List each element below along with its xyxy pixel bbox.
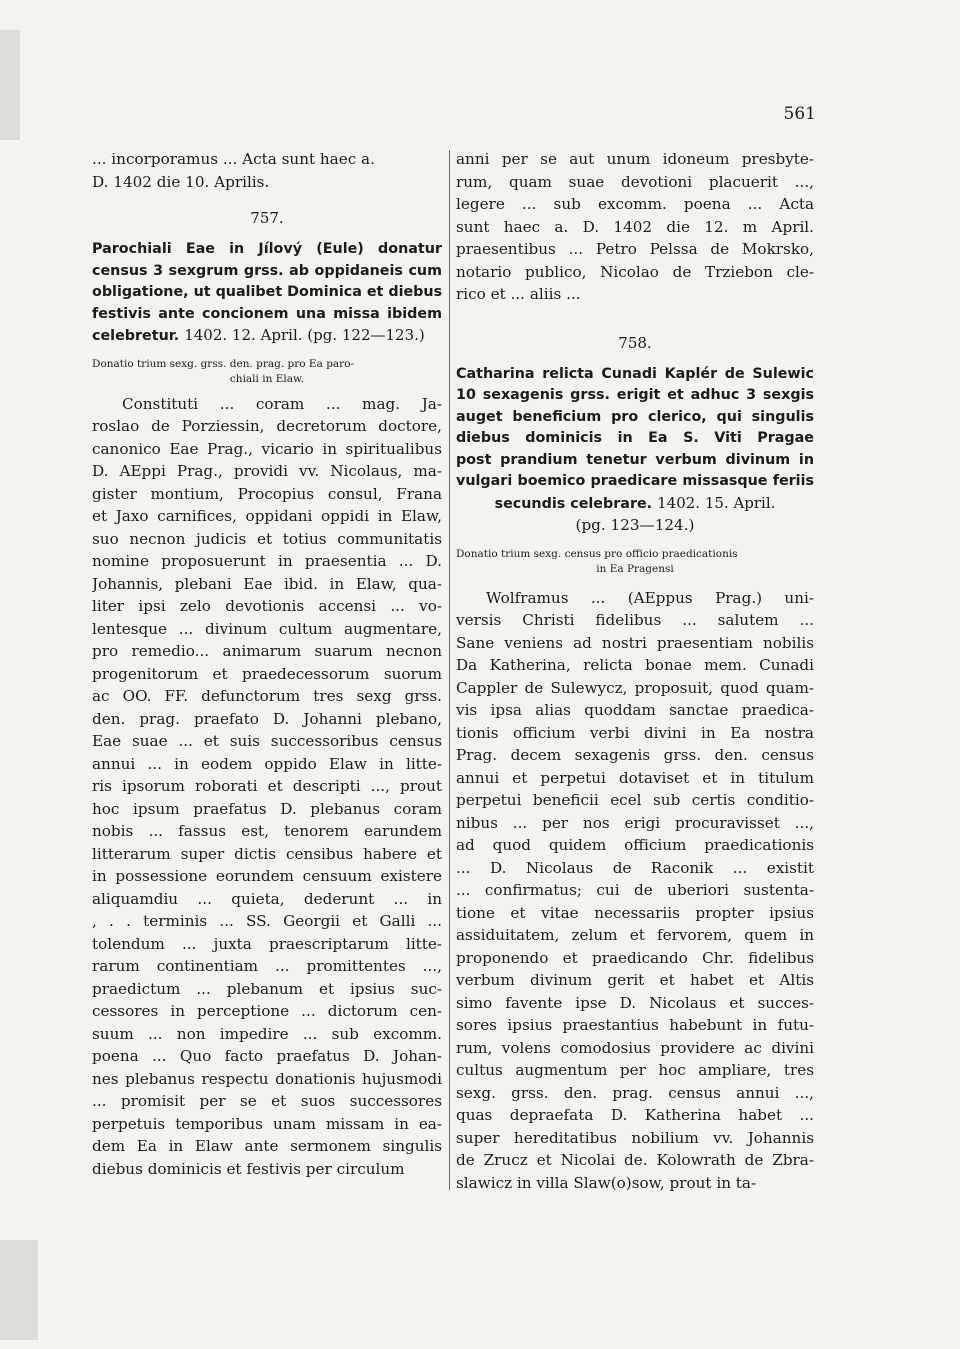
text-line: sunt haec a. D. 1402 die 12. m April. [456, 217, 814, 236]
text-line: vis ipsa alias quoddam sanctae praedica- [456, 701, 814, 719]
text-line: cultus augmentum per hoc ampliare, tres [456, 1061, 814, 1079]
text-line: suum ... non impedire ... sub excomm. [92, 1024, 442, 1043]
text-line: quas depraefata D. Katherina habet ... [456, 1106, 814, 1124]
text-line: den. prag. praefato D. Johanni plebano, [92, 709, 442, 728]
scan-margin-noise-top [0, 30, 20, 140]
scan-margin-noise-bottom [0, 1240, 38, 1340]
summary-note: Donatio trium sexg. census pro officio praedicationis [456, 547, 738, 560]
heading-date: 1402. 15. April. [657, 493, 776, 512]
page-number: 561 [783, 104, 816, 124]
column-divider [449, 150, 450, 1190]
summary-note: Donatio trium sexg. grss. den. prag. pro Ea paro- [92, 357, 355, 370]
text-line: litterarum super dictis censibus habere et [92, 844, 442, 863]
text-line: sores ipsius praestantius habebunt in futu- [456, 1016, 814, 1034]
text-line: Johannis, plebani Eae ibid. in Elaw, qua- [92, 574, 442, 593]
intro-line: ... incorporamus ... Acta sunt haec a. [92, 150, 375, 168]
heading-text: celebretur. [92, 328, 180, 344]
text-line: D. AEppi Prag., providi vv. Nicolaus, ma- [92, 462, 442, 480]
text-line: anni per se aut unum idoneum presbyte- [456, 150, 814, 168]
text-line: assiduitatem, zelum et fervorem, quem in [456, 926, 814, 944]
text-line: in possessione eorundem censuum existere [92, 867, 442, 885]
text-line: Wolframus ... (AEppus Prag.) uni- [486, 588, 814, 607]
text-line: ris ipsorum roborati et descripti ..., prout [92, 777, 442, 795]
document-body [456, 587, 814, 1195]
text-line: ... confirmatus; cui de uberiori sustenta- [456, 881, 814, 899]
text-line: et Jaxo carnifices, oppidani oppidi in Elaw, [92, 507, 442, 525]
text-line: suo necnon judicis et totius communitatis [92, 529, 442, 548]
text-line: rico et ... aliis ... [456, 285, 581, 303]
text-line: verbum divinum gerit et habet et Altis [456, 971, 814, 989]
text-line: sexg. grss. den. prag. census annui ..., [456, 1083, 814, 1102]
text-line: ... promisit per se et suos successores [92, 1092, 442, 1110]
text-line: simo favente ipse D. Nicolaus et succes- [456, 993, 814, 1012]
text-line: annui ... in eodem oppido Elaw in litte- [92, 754, 442, 773]
text-line: rum, volens comodosius providere ac divini [456, 1038, 814, 1057]
text-line: ... D. Nicolaus de Raconik ... existit [456, 858, 814, 877]
summary-note: in Ea Pragensi [596, 562, 674, 575]
text-line: Sane veniens ad nostri praesentiam nobilis [456, 633, 814, 652]
heading-line: obligatione, ut qualibet Dominica et diebus [92, 284, 442, 300]
intro-line: D. 1402 die 10. Aprilis. [92, 172, 270, 191]
text-line: proponendo et praedicando Chr. fidelibus [456, 948, 814, 967]
text-line: slawicz in villa Slaw(o)sow, prout in ta- [456, 1173, 757, 1192]
document-number: 757. [250, 209, 284, 227]
text-line: versis Christi fidelibus ... salutem ... [456, 611, 814, 629]
text-line: aliquamdiu ... quieta, dederunt ... in [92, 889, 442, 908]
text-line: notario publico, Nicolao de Trziebon cle- [456, 262, 814, 281]
text-line: Constituti ... coram ... mag. Ja- [122, 394, 442, 413]
text-line: cessores in perceptione ... dictorum cen- [92, 1002, 442, 1020]
text-line: perpetui beneficii ecel sub certis conditio- [456, 791, 814, 809]
heading-line: post prandium tenetur verbum divinum in [456, 451, 814, 468]
text-line: tionis officium verbi divini in Ea nostra [456, 723, 814, 742]
text-line: de Zrucz et Nicolai de. Kolowrath de Zbra- [456, 1151, 814, 1169]
text-line: dem Ea in Elaw ante sermonem singulis [92, 1137, 442, 1155]
text-line: annui et perpetui dotaviset et in titulum [456, 768, 814, 787]
document-number: 758. [618, 333, 652, 352]
text-line: nobis ... fassus est, tenorem earundem [92, 822, 442, 840]
text-line: praesentibus ... Petro Pelssa de Mokrsko, [456, 240, 814, 258]
document-body [92, 393, 442, 1181]
text-line: tione et vitae necessariis propter ipsius [456, 903, 814, 922]
text-line: lentesque ... divinum cultum augmentare, [92, 619, 442, 638]
text-line: roslao de Porziessin, decretorum doctore, [92, 417, 442, 435]
heading-line: Parochiali Eae in Jílový (Eule) donatur [92, 241, 442, 257]
text-line: Da Katherina, relicta bonae mem. Cunadi [456, 656, 814, 674]
text-line: diebus dominicis et festivis per circulum [92, 1159, 405, 1178]
heading-line: 10 sexagenis grss. erigit et adhuc 3 sexgis [456, 387, 814, 403]
continued-text [456, 148, 814, 306]
text-line: canonico Eae Prag., vicario in spiritualibus [92, 439, 442, 458]
heading-line: Catharina relicta Cunadi Kaplér de Sulewic [456, 365, 814, 382]
heading-line-with-date [456, 493, 814, 515]
text-line: nes plebanus respectu donationis hujusmodi [92, 1069, 442, 1088]
text-line: nibus ... per nos erigi procuravisset ..., [456, 813, 814, 832]
text-line: rum, quam suae devotioni placuerit ..., [456, 172, 814, 191]
text-line: progenitorum et praedecessorum suorum [92, 664, 442, 683]
text-line: rarum continentiam ... promittentes ..., [92, 957, 442, 975]
heading-pages: (pg. 123—124.) [575, 516, 695, 534]
heading-line: vulgari boemico praedicare missasque feriis [456, 473, 814, 489]
text-line: ad quod quidem officium praedicationis [456, 836, 814, 854]
text-line: super hereditatibus nobilium vv. Johannis [456, 1128, 814, 1147]
text-line: perpetuis temporibus unam missam in ea- [92, 1114, 442, 1133]
text-line: tolendum ... juxta praescriptarum litte- [92, 934, 442, 953]
text-line: liter ipsi zelo devotionis accensi ... vo- [92, 597, 442, 615]
heading-date: 1402. 12. April. (pg. 122—123.) [184, 326, 425, 344]
heading-line-with-date [92, 325, 442, 347]
text-line: praedictum ... plebanum et ipsius suc- [92, 979, 442, 998]
heading-line: auget beneficium pro clerico, qui singulis [456, 408, 814, 425]
text-line: hoc ipsum praefatus D. plebanus coram [92, 799, 442, 818]
heading-text: secundis celebrare. [494, 495, 653, 512]
text-line: poena ... Quo facto praefatus D. Johan- [92, 1047, 442, 1065]
text-line: gister montium, Procopius consul, Frana [92, 484, 442, 503]
text-line: pro remedio... animarum suarum necnon [92, 642, 442, 660]
right-column [456, 148, 814, 1194]
heading-line: census 3 sexgrum grss. ab oppidaneis cum [92, 262, 442, 279]
text-line: Eae suae ... et suis successoribus census [92, 732, 442, 750]
heading-line: festivis ante concionem una missa ibidem [92, 305, 442, 322]
left-column [92, 148, 442, 1180]
text-line: , . . terminis ... SS. Georgii et Galli ... [92, 912, 442, 930]
text-line: ac OO. FF. defunctorum tres sexg grss. [92, 687, 442, 705]
summary-note: chiali in Elaw. [229, 372, 305, 385]
text-line: legere ... sub excomm. poena ... Acta [456, 195, 814, 213]
text-line: Cappler de Sulewycz, proposuit, quod quam- [456, 678, 814, 697]
heading-line: diebus dominicis in Ea S. Viti Pragae [456, 430, 814, 446]
text-line: nomine proposuerunt in praesentia ... D. [92, 552, 442, 570]
text-line: Prag. decem sexagenis grss. den. census [456, 746, 814, 764]
